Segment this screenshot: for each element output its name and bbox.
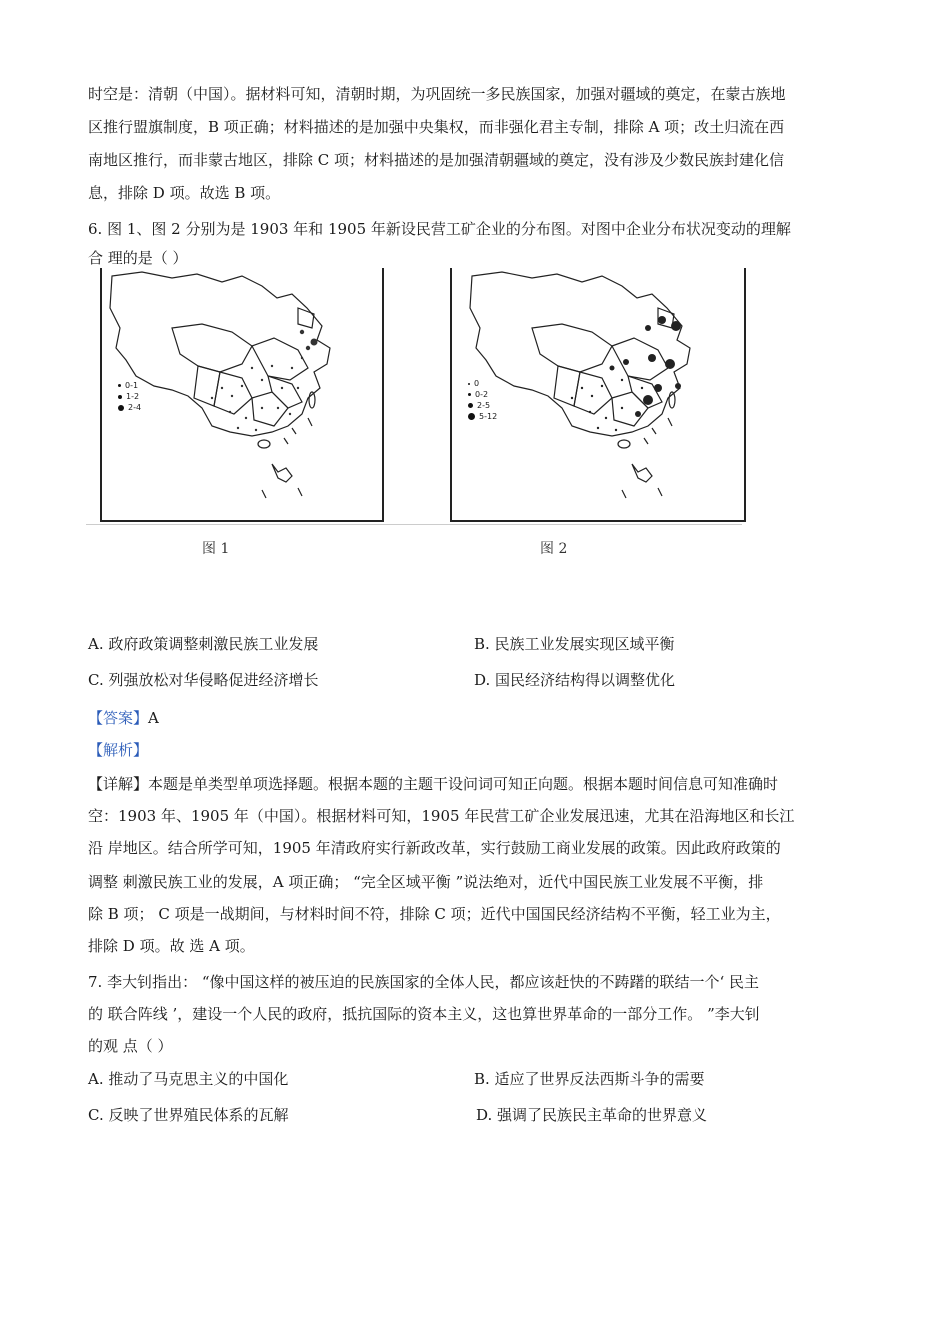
legend-1-item-2: 1-2 [126, 392, 140, 401]
q6-detail-line-6: 排除 D 项。故 选 A 项。 [88, 937, 255, 955]
q6-detail-line-2: 空：1903 年、1905 年（中国）。根据材料可知，1905 年民营工矿企业发展迅速，尤其在沿海地区和长江 [88, 807, 795, 825]
legend-2-item-2: 0-2 [475, 390, 489, 399]
q6-detail-line-3: 沿 岸地区。结合所学可知，1905 年清政府实行新政改革，实行鼓励工商业发展的政策。因此政府政策的 [88, 839, 781, 857]
answer-value: A [148, 709, 159, 727]
figure-2-caption: 图 2 [540, 541, 568, 557]
q7-stem-line-3: 的观 点（ ） [88, 1037, 173, 1055]
legend-1-item-3: 2-4 [128, 403, 142, 412]
china-map-1903 [102, 268, 382, 520]
q6-option-c[interactable]: C. 列强放松对华侵略促进经济增长 [88, 671, 319, 689]
q6-option-a[interactable]: A. 政府政策调整刺激民族工业发展 [88, 635, 319, 653]
legend-1-item-1: 0-1 [125, 381, 139, 390]
q5-analysis-line-4: 息，排除 D 项。故选 B 项。 [88, 184, 281, 202]
analysis-tag: 【解析】 [88, 741, 149, 759]
q6-option-b[interactable]: B. 民族工业发展实现区域平衡 [474, 635, 675, 653]
answer-tag: 【答案】 [88, 709, 149, 727]
figure-2-legend [468, 378, 497, 422]
q6-option-d[interactable]: D. 国民经济结构得以调整优化 [474, 671, 676, 689]
q6-detail-line-5: 除 B 项； C 项是一战期间，与材料时间不符，排除 C 项；近代中国国民经济结构不平衡，轻工业为主， [88, 905, 781, 923]
detail-tag: 【详解】 [88, 775, 149, 793]
q5-analysis-line-1: 时空是：清朝（中国）。据材料可知，清朝时期，为巩固统一多民族国家，加强对疆域的奠定，在蒙古族地 [88, 85, 786, 103]
q6-detail-line-4: 调整 刺激民族工业的发展，A 项正确； “完全区域平衡 ”说法绝对，近代中国民族工业发展不平衡，排 [88, 873, 764, 891]
q5-analysis-line-3: 南地区推行，而非蒙古地区，排除 C 项；材料描述的是加强清朝疆域的奠定，没有涉及少数民族封建化信 [88, 151, 785, 169]
q6-answer [88, 708, 868, 728]
figure-divider [86, 524, 742, 525]
q6-stem-line-2: 合 理的是（ ） [88, 249, 188, 267]
figure-1-legend [118, 380, 141, 413]
legend-2-item-4: 5-12 [479, 412, 498, 421]
q7-option-d[interactable]: D. 强调了民族民主革命的世界意义 [476, 1106, 708, 1124]
q7-option-b[interactable]: B. 适应了世界反法西斯斗争的需要 [474, 1070, 705, 1088]
legend-2-item-1: 0 [474, 379, 480, 388]
q7-stem-line-1: 7. 李大钊指出： “像中国这样的被压迫的民族国家的全体人民，都应该赶快的不踌躇的联结一个‘ 民主 [88, 973, 760, 991]
detail-text-1: 本题是单类型单项选择题。根据本题的主题干设问词可知正向题。根据本题时间信息可知准确时 [148, 775, 779, 793]
q6-detail-line-1 [88, 774, 868, 794]
figure-2-map [450, 268, 746, 522]
q7-option-c[interactable]: C. 反映了世界殖民体系的瓦解 [88, 1106, 289, 1124]
q7-option-a[interactable]: A. 推动了马克思主义的中国化 [88, 1070, 289, 1088]
q7-stem-line-2: 的 联合阵线 ’，建设一个人民的政府，抵抗国际的资本主义，这也算世界革命的一部分工作。 ”李大钊 [88, 1005, 760, 1023]
q5-analysis-line-2: 区推行盟旗制度，B 项正确；材料描述的是加强中央集权，而非强化君主专制，排除 A 项；改土归流在西 [88, 118, 785, 136]
q6-stem-line-1: 6. 图 1、图 2 分别为是 1903 年和 1905 年新设民营工矿企业的分布图。对图中企业分布状况变动的理解 [88, 220, 791, 238]
figure-1-map [100, 268, 384, 522]
figure-1-caption: 图 1 [202, 541, 230, 557]
legend-2-item-3: 2-5 [477, 401, 491, 410]
